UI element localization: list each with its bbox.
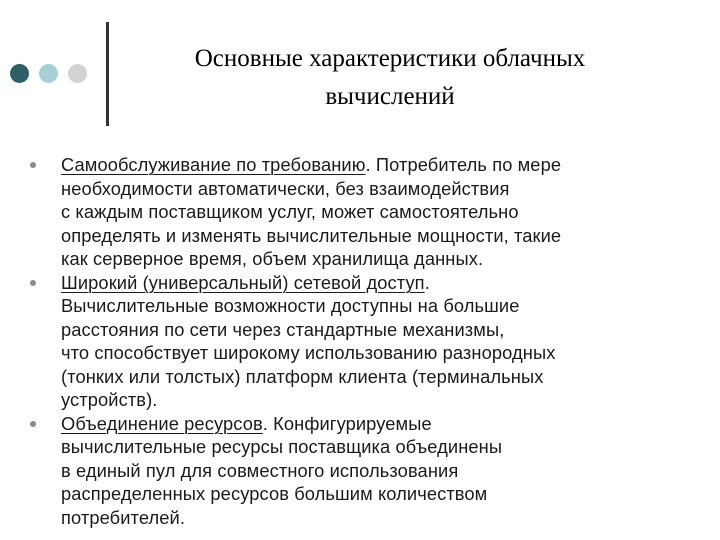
- item-term-suffix: .: [424, 271, 430, 293]
- list-item-network-access: [30, 271, 715, 412]
- item-line: Вычислительные возможности доступны на большие: [61, 295, 520, 316]
- item-line: в единый пул для совместного использования: [61, 459, 459, 481]
- decorative-dots: [10, 64, 100, 84]
- item-term: Самообслуживание по требованию: [61, 154, 366, 175]
- item-line: устройств).: [61, 389, 158, 410]
- item-line: распределенных ресурсов большим количеством: [61, 483, 488, 504]
- item-line: вычислительные ресурсы поставщика объединены: [61, 436, 503, 457]
- characteristics-list: [30, 153, 715, 529]
- item-line: с каждым поставщиком услуг, может самостоятельно: [61, 201, 519, 222]
- title-line-1: Основные характеристики облачных: [194, 45, 586, 72]
- item-line: расстояния по сети через стандартные механизмы,: [61, 318, 505, 340]
- item-line: необходимости автоматически, без взаимодействия: [61, 177, 510, 199]
- item-line: (тонких или толстых) платформ клиента (терминальных: [61, 365, 544, 387]
- item-term: Объединение ресурсов: [61, 412, 263, 434]
- item-term-suffix: . Конфигурируемые: [262, 412, 432, 434]
- list-item-self-service: [30, 153, 715, 271]
- bullet-icon: [30, 421, 36, 427]
- item-first-line: [61, 153, 715, 177]
- pale-dot-icon: [68, 64, 87, 83]
- item-line: определять и изменять вычислительные мощности, такие: [61, 224, 562, 246]
- bullet-icon: [30, 280, 36, 286]
- item-line: что способствует широкому использованию разнородных: [61, 342, 556, 363]
- item-term-suffix: . Потребитель по мере: [365, 154, 562, 175]
- list-item-resource-pooling: [30, 412, 715, 530]
- title-line-2: вычислений: [325, 83, 455, 110]
- item-line: потребителей.: [61, 506, 186, 528]
- item-line: как серверное время, объем хранилища данных.: [61, 248, 484, 269]
- item-first-line: [61, 412, 715, 436]
- light-dot-icon: [39, 64, 58, 83]
- slide-title: [130, 40, 650, 116]
- title-divider: [106, 22, 109, 126]
- item-term: Широкий (универсальный) сетевой доступ: [61, 271, 425, 293]
- bullet-icon: [30, 162, 36, 168]
- dark-dot-icon: [10, 64, 29, 83]
- item-first-line: [61, 271, 715, 295]
